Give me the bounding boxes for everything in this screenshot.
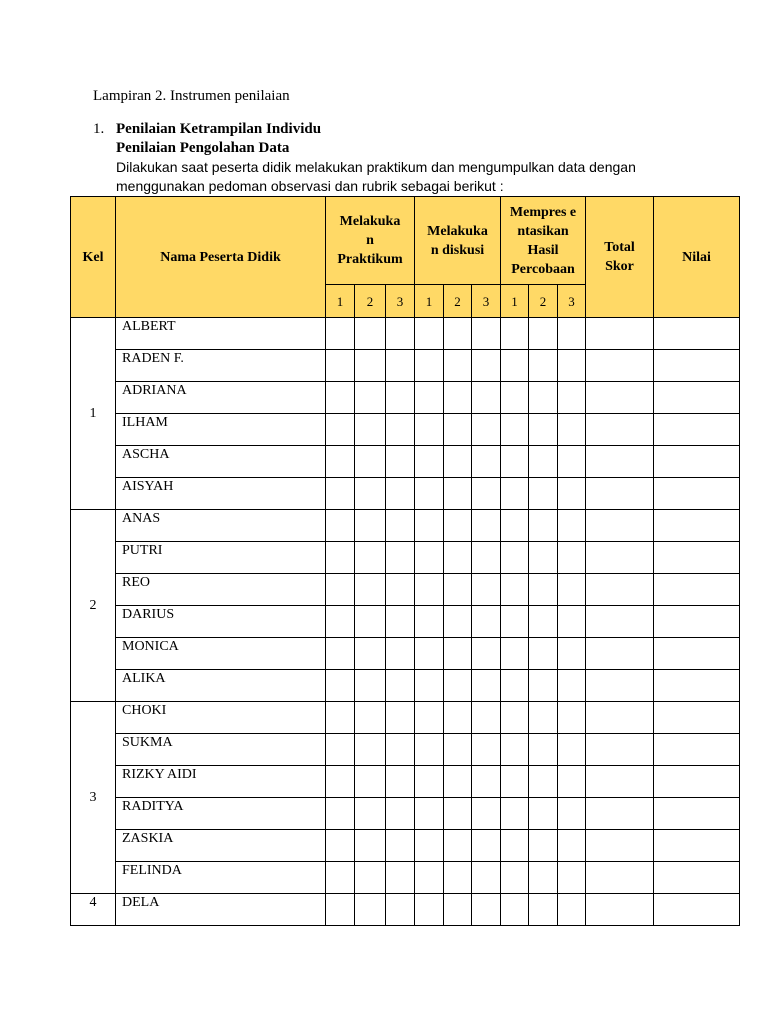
score-cell[interactable] [529,798,558,830]
header-nama: Nama Peserta Didik [116,197,326,318]
score-cell[interactable] [501,638,529,670]
score-cell[interactable] [444,542,472,574]
score-cell[interactable] [529,478,558,510]
total-skor-cell[interactable] [586,734,654,766]
score-cell[interactable] [529,862,558,894]
nilai-cell[interactable] [654,446,740,478]
assessment-table [70,196,740,926]
total-skor-cell[interactable] [586,382,654,414]
student-name-cell: RADEN F. [116,350,326,382]
score-cell[interactable] [558,766,586,798]
score-cell[interactable] [501,542,529,574]
table-row [71,830,740,862]
header-praktikum-line3: Praktikum [337,252,403,267]
total-skor-cell[interactable] [586,510,654,542]
score-cell[interactable] [558,894,586,926]
student-name-cell: ALIKA [116,670,326,702]
nilai-cell[interactable] [654,702,740,734]
score-cell[interactable] [529,606,558,638]
score-cell[interactable] [558,638,586,670]
score-cell[interactable] [326,830,355,862]
table-row [71,510,740,542]
nilai-cell[interactable] [654,478,740,510]
header-diskusi-line1: Melakuka [427,223,488,239]
score-cell[interactable] [386,446,415,478]
header-praktikum-line1: Melakuka [339,214,401,229]
score-cell[interactable] [386,510,415,542]
score-cell[interactable] [472,670,501,702]
score-cell[interactable] [326,414,355,446]
score-cell[interactable] [529,638,558,670]
score-cell[interactable] [558,606,586,638]
score-cell[interactable] [529,318,558,350]
score-cell[interactable] [386,734,415,766]
header-diskusi-line2: n diskusi [430,242,485,258]
score-cell[interactable] [386,542,415,574]
score-cell[interactable] [386,894,415,926]
score-cell[interactable] [444,510,472,542]
total-skor-cell[interactable] [586,414,654,446]
score-cell[interactable] [472,542,501,574]
nilai-cell[interactable] [654,350,740,382]
score-cell[interactable] [326,446,355,478]
score-cell[interactable] [415,638,444,670]
total-skor-cell[interactable] [586,766,654,798]
nilai-cell[interactable] [654,798,740,830]
score-cell[interactable] [472,734,501,766]
nilai-cell[interactable] [654,606,740,638]
score-cell[interactable] [529,414,558,446]
score-cell[interactable] [386,766,415,798]
score-cell[interactable] [529,894,558,926]
score-cell[interactable] [444,446,472,478]
student-name-cell: CHOKI [116,702,326,734]
score-cell[interactable] [355,734,386,766]
score-cell[interactable] [355,574,386,606]
nilai-cell[interactable] [654,382,740,414]
score-cell[interactable] [415,350,444,382]
score-cell[interactable] [386,574,415,606]
score-cell[interactable] [355,318,386,350]
score-cell[interactable] [415,862,444,894]
score-cell[interactable] [444,766,472,798]
score-cell[interactable] [529,510,558,542]
score-cell[interactable] [472,830,501,862]
score-cell[interactable] [501,382,529,414]
kelompok-cell: 4 [71,894,116,926]
score-cell[interactable] [355,382,386,414]
total-skor-cell[interactable] [586,606,654,638]
score-cell[interactable] [386,382,415,414]
score-cell[interactable] [386,702,415,734]
score-cell[interactable] [386,798,415,830]
score-cell[interactable] [501,318,529,350]
score-cell[interactable] [415,734,444,766]
score-cell[interactable] [501,798,529,830]
score-cell[interactable] [558,798,586,830]
score-cell[interactable] [558,510,586,542]
score-cell[interactable] [355,670,386,702]
table-row [71,766,740,798]
table-row [71,798,740,830]
student-name-cell: DELA [116,894,326,926]
subheader-7: 1 [501,285,529,318]
score-cell[interactable] [529,574,558,606]
student-name-cell: SUKMA [116,734,326,766]
score-cell[interactable] [415,830,444,862]
score-cell[interactable] [501,894,529,926]
score-cell[interactable] [326,350,355,382]
score-cell[interactable] [444,606,472,638]
score-cell[interactable] [558,350,586,382]
score-cell[interactable] [558,478,586,510]
score-cell[interactable] [558,702,586,734]
score-cell[interactable] [355,414,386,446]
student-name-cell: ADRIANA [116,382,326,414]
nilai-cell[interactable] [654,414,740,446]
score-cell[interactable] [444,894,472,926]
score-cell[interactable] [444,830,472,862]
student-name-cell: ALBERT [116,318,326,350]
score-cell[interactable] [355,446,386,478]
score-cell[interactable] [558,670,586,702]
score-cell[interactable] [386,862,415,894]
total-skor-cell[interactable] [586,318,654,350]
score-cell[interactable] [558,542,586,574]
score-cell[interactable] [386,670,415,702]
score-cell[interactable] [472,382,501,414]
score-cell[interactable] [415,382,444,414]
score-cell[interactable] [444,862,472,894]
score-cell[interactable] [415,702,444,734]
score-cell[interactable] [326,670,355,702]
section-subtitle: Penilaian Pengolahan Data [116,140,290,156]
subheader-5: 2 [444,285,472,318]
section-title: Penilaian Ketrampilan Individu [116,121,322,137]
score-cell[interactable] [386,414,415,446]
score-cell[interactable] [386,606,415,638]
header-presentasi-line3: Hasil [527,242,559,258]
score-cell[interactable] [326,734,355,766]
table-row [71,606,740,638]
header-nilai: Nilai [654,197,740,318]
nilai-cell[interactable] [654,830,740,862]
score-cell[interactable] [415,798,444,830]
nilai-cell[interactable] [654,734,740,766]
score-cell[interactable] [415,574,444,606]
score-cell[interactable] [472,318,501,350]
student-name-cell: RADITYA [116,798,326,830]
score-cell[interactable] [501,478,529,510]
student-name-cell: AISYAH [116,478,326,510]
kelompok-cell: 1 [71,318,116,510]
score-cell[interactable] [326,574,355,606]
table-row [71,446,740,478]
score-cell[interactable] [415,510,444,542]
score-cell[interactable] [472,510,501,542]
score-cell[interactable] [326,606,355,638]
score-cell[interactable] [529,382,558,414]
score-cell[interactable] [501,414,529,446]
header-kel: Kel [71,197,116,318]
score-cell[interactable] [415,318,444,350]
score-cell[interactable] [472,766,501,798]
score-cell[interactable] [501,670,529,702]
kelompok-cell: 3 [71,702,116,894]
score-cell[interactable] [355,638,386,670]
total-skor-cell[interactable] [586,574,654,606]
score-cell[interactable] [529,734,558,766]
header-total-skor [586,197,654,318]
subheader-4: 1 [415,285,444,318]
subheader-6: 3 [472,285,501,318]
score-cell[interactable] [444,318,472,350]
nilai-cell[interactable] [654,510,740,542]
score-cell[interactable] [558,734,586,766]
score-cell[interactable] [444,414,472,446]
score-cell[interactable] [355,350,386,382]
score-cell[interactable] [415,414,444,446]
score-cell[interactable] [326,798,355,830]
nilai-cell[interactable] [654,542,740,574]
score-cell[interactable] [326,478,355,510]
score-cell[interactable] [355,702,386,734]
score-cell[interactable] [355,542,386,574]
score-cell[interactable] [415,446,444,478]
nilai-cell[interactable] [654,574,740,606]
score-cell[interactable] [326,318,355,350]
subheader-3: 3 [386,285,415,318]
header-presentasi [501,197,586,285]
score-cell[interactable] [529,542,558,574]
score-cell[interactable] [501,702,529,734]
header-diskusi [415,197,501,285]
section-number: 1. [93,121,105,137]
table-row [71,574,740,606]
score-cell[interactable] [326,638,355,670]
score-cell[interactable] [472,478,501,510]
total-skor-cell[interactable] [586,798,654,830]
score-cell[interactable] [386,830,415,862]
table-row [71,862,740,894]
score-cell[interactable] [326,894,355,926]
score-cell[interactable] [501,510,529,542]
score-cell[interactable] [326,542,355,574]
score-cell[interactable] [558,414,586,446]
score-cell[interactable] [444,382,472,414]
student-name-cell: MONICA [116,638,326,670]
score-cell[interactable] [558,446,586,478]
score-cell[interactable] [472,894,501,926]
section-text-line1: Dilakukan saat peserta didik melakukan praktikum dan mengumpulkan data dengan [116,159,636,175]
table-row [71,734,740,766]
student-name-cell: ILHAM [116,414,326,446]
score-cell[interactable] [415,894,444,926]
kelompok-cell: 2 [71,510,116,702]
score-cell[interactable] [501,830,529,862]
student-name-cell: ASCHA [116,446,326,478]
nilai-cell[interactable] [654,318,740,350]
header-presentasi-line4: Percobaan [511,261,575,277]
subheader-2: 2 [355,285,386,318]
score-cell[interactable] [355,862,386,894]
score-cell[interactable] [501,350,529,382]
student-name-cell: RIZKY AIDI [116,766,326,798]
score-cell[interactable] [558,574,586,606]
score-cell[interactable] [472,350,501,382]
score-cell[interactable] [472,638,501,670]
table-row [71,350,740,382]
table-row [71,542,740,574]
table-row [71,382,740,414]
total-skor-cell[interactable] [586,894,654,926]
score-cell[interactable] [444,798,472,830]
score-cell[interactable] [472,414,501,446]
score-cell[interactable] [529,670,558,702]
total-skor-cell[interactable] [586,862,654,894]
score-cell[interactable] [529,446,558,478]
table-row [71,318,740,350]
student-name-cell: REO [116,574,326,606]
score-cell[interactable] [501,734,529,766]
header-praktikum-line2: n [366,233,374,248]
score-cell[interactable] [355,766,386,798]
score-cell[interactable] [415,766,444,798]
score-cell[interactable] [326,862,355,894]
score-cell[interactable] [355,478,386,510]
header-total-line1: Total [604,240,635,255]
score-cell[interactable] [529,830,558,862]
score-cell[interactable] [501,446,529,478]
table-row [71,638,740,670]
header-praktikum [326,197,415,285]
score-cell[interactable] [386,478,415,510]
score-cell[interactable] [444,670,472,702]
score-cell[interactable] [444,574,472,606]
total-skor-cell[interactable] [586,542,654,574]
table-body [71,318,740,926]
total-skor-cell[interactable] [586,830,654,862]
score-cell[interactable] [501,606,529,638]
score-cell[interactable] [386,318,415,350]
score-cell[interactable] [355,510,386,542]
header-total-line2: Skor [605,259,634,274]
score-cell[interactable] [326,382,355,414]
total-skor-cell[interactable] [586,670,654,702]
score-cell[interactable] [472,862,501,894]
table-row [71,894,740,926]
table-row [71,414,740,446]
score-cell[interactable] [326,510,355,542]
score-cell[interactable] [529,350,558,382]
score-cell[interactable] [326,766,355,798]
nilai-cell[interactable] [654,862,740,894]
score-cell[interactable] [444,702,472,734]
subheader-8: 2 [529,285,558,318]
header-presentasi-line2: ntasikan [517,223,569,239]
score-cell[interactable] [355,830,386,862]
total-skor-cell[interactable] [586,702,654,734]
student-name-cell: PUTRI [116,542,326,574]
subheader-9: 3 [558,285,586,318]
nilai-cell[interactable] [654,670,740,702]
student-name-cell: ANAS [116,510,326,542]
nilai-cell[interactable] [654,766,740,798]
score-cell[interactable] [558,862,586,894]
score-cell[interactable] [386,350,415,382]
score-cell[interactable] [355,798,386,830]
table-row [71,670,740,702]
score-cell[interactable] [529,702,558,734]
subheader-1: 1 [326,285,355,318]
score-cell[interactable] [444,734,472,766]
score-cell[interactable] [501,574,529,606]
score-cell[interactable] [415,670,444,702]
score-cell[interactable] [355,894,386,926]
score-cell[interactable] [558,830,586,862]
total-skor-cell[interactable] [586,478,654,510]
score-cell[interactable] [444,638,472,670]
score-cell[interactable] [472,574,501,606]
score-cell[interactable] [444,478,472,510]
student-name-cell: FELINDA [116,862,326,894]
page-heading: Lampiran 2. Instrumen penilaian [93,88,290,104]
student-name-cell: ZASKIA [116,830,326,862]
score-cell[interactable] [355,606,386,638]
total-skor-cell[interactable] [586,446,654,478]
table-row [71,702,740,734]
section-text-line2: menggunakan pedoman observasi dan rubrik sebagai berikut : [116,178,504,194]
score-cell[interactable] [415,542,444,574]
score-cell[interactable] [326,702,355,734]
score-cell[interactable] [472,798,501,830]
score-cell[interactable] [386,638,415,670]
score-cell[interactable] [472,606,501,638]
nilai-cell[interactable] [654,638,740,670]
total-skor-cell[interactable] [586,350,654,382]
score-cell[interactable] [472,446,501,478]
score-cell[interactable] [501,766,529,798]
score-cell[interactable] [558,318,586,350]
score-cell[interactable] [415,478,444,510]
table-row [71,478,740,510]
score-cell[interactable] [415,606,444,638]
nilai-cell[interactable] [654,894,740,926]
score-cell[interactable] [501,862,529,894]
score-cell[interactable] [444,350,472,382]
score-cell[interactable] [558,382,586,414]
header-presentasi-line1: Mempres e [509,204,577,220]
score-cell[interactable] [529,766,558,798]
score-cell[interactable] [472,702,501,734]
student-name-cell: DARIUS [116,606,326,638]
total-skor-cell[interactable] [586,638,654,670]
